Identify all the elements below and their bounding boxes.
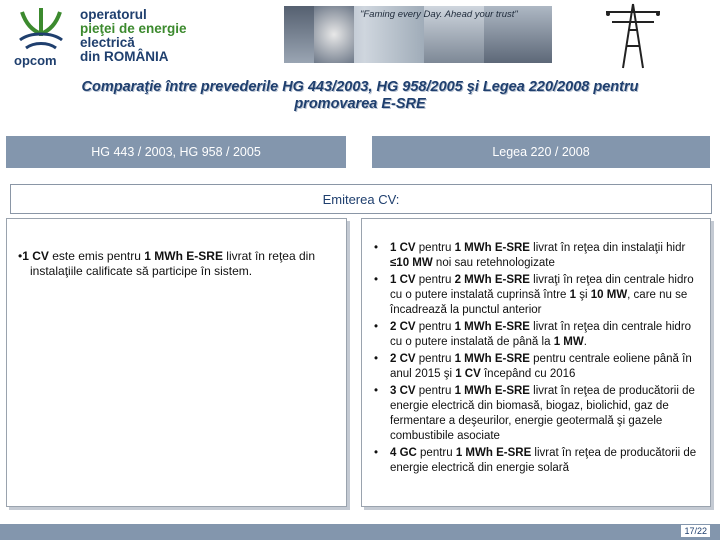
text: livraţi în reţea din centrale hidro cu o putere instalată cuprinsă între [390, 273, 694, 302]
bullet: • [374, 447, 379, 460]
cv-qty: 2 CV [390, 352, 416, 365]
text: pentru [415, 352, 455, 365]
list-item [368, 446, 704, 476]
power-limit: 1 [569, 289, 577, 302]
section-label: Emiterea CV: [10, 184, 712, 214]
left-bullet-item [18, 249, 340, 279]
cv-qty: 1 CV [22, 249, 49, 263]
footer-bar [0, 524, 720, 540]
text: şi [576, 289, 591, 302]
text: pentru [416, 447, 456, 460]
text: noi sau retehnologizate [432, 257, 555, 270]
bullet: • [374, 242, 379, 254]
banner-tagline: "Faming every Day. Ahead your trust" [360, 9, 518, 20]
logo-line: pieţei de energie [80, 21, 187, 36]
text: livrat în reţea de producătorii de energie electrică din biomasă, biogaz, biolichid, gaz de fermentare a deşeurilor, energie geotermală şi gazele combustibile asociate [390, 384, 695, 443]
cv-list [368, 241, 704, 478]
cv-qty: 3 CV [390, 384, 416, 397]
text: . [583, 336, 587, 349]
text: , care nu se încadrează la punctul anterior [390, 289, 688, 317]
title-line-1: Comparaţie între prevederile HG 443/2003, HG 958/2005 şi Legea 220/2008 pentru [81, 79, 639, 95]
page-number: 17/22 [681, 525, 710, 537]
transmission-tower-icon [596, 0, 670, 70]
text: pentru [415, 242, 455, 254]
photo-banner [284, 6, 552, 63]
unit: 2 MWh E-SRE [454, 273, 530, 286]
logo-line: operatorul [80, 7, 147, 22]
bullet: • [374, 352, 379, 365]
title-line-2: promovarea E-SRE [294, 96, 426, 112]
power-limit: ≤10 MW [390, 257, 433, 270]
unit: 1 MWh E-SRE [454, 321, 530, 334]
opcom-wordmark: opcom [14, 53, 57, 68]
text: pentru centrale eoliene până în anul 2015 şi [390, 352, 692, 381]
text: livrat în reţea din centrale hidro cu o putere instalată de până la [390, 321, 692, 349]
list-item [368, 241, 704, 271]
text: începând cu 2016 [480, 368, 576, 381]
logo-line: din ROMÂNIA [80, 49, 169, 64]
opcom-logo-icon [14, 6, 68, 52]
unit: 1 MWh E-SRE [455, 447, 532, 460]
text: pentru [415, 273, 455, 286]
left-text [18, 249, 340, 279]
text: este emis pentru [48, 249, 145, 263]
list-item [368, 273, 704, 319]
unit: 1 MWh E-SRE [144, 249, 223, 263]
banner-photo-hand [314, 6, 354, 63]
text: livrat în reţea din instalaţii hidr [529, 242, 686, 254]
power-limit: 1 MW [553, 336, 584, 349]
cv-qty: 1 CV [390, 242, 416, 254]
text: livrat în reţea din instalaţiile calificate să participe în sistem. [30, 249, 315, 278]
unit: 1 MWh E-SRE [454, 242, 530, 254]
list-item [368, 352, 704, 382]
bullet: • [18, 249, 23, 263]
bullet: • [374, 273, 379, 286]
cv-qty: 1 CV [455, 368, 481, 381]
unit: 1 MWh E-SRE [454, 384, 530, 397]
text: pentru [415, 384, 455, 397]
cv-qty: 4 GC [390, 447, 417, 460]
column-header-lege: Legea 220 / 2008 [372, 136, 710, 168]
cv-qty: 1 CV [390, 273, 416, 286]
page-title [20, 79, 700, 113]
column-header-hg: HG 443 / 2003, HG 958 / 2005 [6, 136, 346, 168]
logo-line: electrică [80, 35, 135, 50]
logo-text [80, 8, 187, 64]
left-content-box [6, 218, 347, 507]
text: livrat în reţea de producătorii de energie electrică din energie solară [390, 447, 697, 475]
list-item [368, 320, 704, 350]
list-item [368, 384, 704, 445]
unit: 1 MWh E-SRE [454, 352, 530, 365]
bullet: • [374, 384, 379, 397]
right-content-box [361, 218, 711, 507]
power-limit: 10 MW [590, 289, 628, 302]
bullet: • [374, 321, 379, 334]
cv-qty: 2 CV [390, 321, 416, 334]
text: pentru [415, 321, 455, 334]
